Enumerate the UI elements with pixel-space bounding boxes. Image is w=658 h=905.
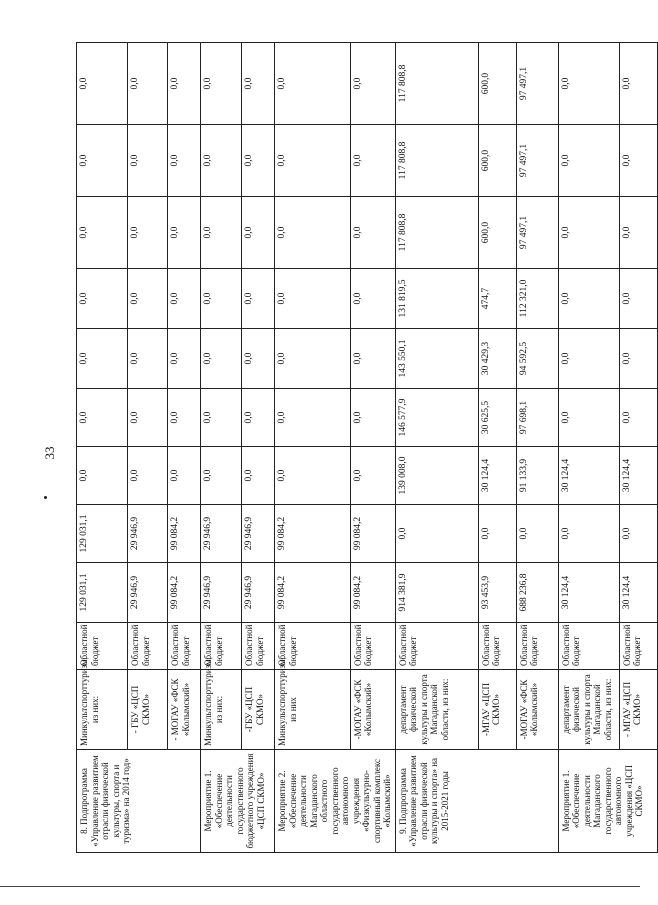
amount-cell: 0,0 <box>558 329 619 389</box>
table-row <box>201 43 242 853</box>
table-row <box>242 43 275 853</box>
amount-cell: 30 124,4 <box>558 563 619 623</box>
amount-cell: 914 381,9 <box>395 563 478 623</box>
program-name-cell: Мероприятие 1. «Обеспечение деятельности Магаданского государственного автономного учреждения «ЦСП СКМО» <box>558 750 657 853</box>
table-row <box>478 43 516 853</box>
amount-cell: 29 946,9 <box>201 505 242 563</box>
amount-cell: 0,0 <box>168 389 201 447</box>
amount-cell: 97 698,1 <box>516 389 558 447</box>
amount-cell: 0,0 <box>128 43 168 125</box>
amount-cell: 0,0 <box>168 125 201 197</box>
amount-cell: 0,0 <box>275 447 351 505</box>
amount-cell: 0,0 <box>350 389 395 447</box>
amount-cell: 0,0 <box>128 197 168 269</box>
amount-cell: 0,0 <box>242 447 275 505</box>
table-row <box>350 43 395 853</box>
amount-cell: 97 497,1 <box>516 197 558 269</box>
amount-cell: 0,0 <box>128 389 168 447</box>
amount-cell: 0,0 <box>77 269 128 329</box>
amount-cell: 29 946,9 <box>242 505 275 563</box>
executor-cell: -ГБУ «ЦСП СКМО» <box>242 670 275 750</box>
amount-cell: 0,0 <box>350 125 395 197</box>
amount-cell: 0,0 <box>275 329 351 389</box>
table-row <box>168 43 201 853</box>
amount-cell: 0,0 <box>275 197 351 269</box>
amount-cell: 0,0 <box>128 329 168 389</box>
amount-cell: 0,0 <box>201 125 242 197</box>
amount-cell: 99 084,2 <box>168 505 201 563</box>
funding-source-cell: Областной бюджет <box>558 623 619 670</box>
amount-cell: 0,0 <box>619 125 657 197</box>
amount-cell: 0,0 <box>275 125 351 197</box>
program-name-cell: Мероприятие 1. «Обеспечение деятельности государственного бюджетного учреждения «ЦСП СКМО» <box>201 750 275 853</box>
funding-source-cell: Областной бюджет <box>478 623 516 670</box>
amount-cell: 0,0 <box>128 269 168 329</box>
amount-cell: 117 808,8 <box>395 125 478 197</box>
table-row <box>77 43 128 853</box>
amount-cell: 0,0 <box>128 125 168 197</box>
amount-cell: 0,0 <box>619 389 657 447</box>
amount-cell: 0,0 <box>619 505 657 563</box>
amount-cell: 474,7 <box>478 269 516 329</box>
amount-cell: 129 031,1 <box>77 563 128 623</box>
amount-cell: 600,0 <box>478 43 516 125</box>
amount-cell: 0,0 <box>558 197 619 269</box>
amount-cell: 29 946,9 <box>201 563 242 623</box>
program-name-cell: Мероприятие 2. «Обеспечение деятельности Магаданского областного государственного автономного учреждения «Физкультурно-спортивный комплекс «Колымский» <box>275 750 396 853</box>
amount-cell: 30 124,4 <box>558 447 619 505</box>
amount-cell: 0,0 <box>77 43 128 125</box>
page-number: 33 <box>42 446 57 460</box>
executor-cell: Минкультспорттуризм, из них: <box>201 670 242 750</box>
budget-table <box>76 42 658 853</box>
table-row <box>395 43 478 853</box>
amount-cell: 0,0 <box>168 269 201 329</box>
amount-cell: 99 084,2 <box>275 505 351 563</box>
rotated-table-wrapper <box>76 43 644 853</box>
amount-cell: 0,0 <box>168 447 201 505</box>
amount-cell: 29 946,9 <box>128 505 168 563</box>
amount-cell: 0,0 <box>201 447 242 505</box>
amount-cell: 29 946,9 <box>242 563 275 623</box>
amount-cell: 600,0 <box>478 125 516 197</box>
amount-cell: 0,0 <box>242 329 275 389</box>
amount-cell: 99 084,2 <box>168 563 201 623</box>
funding-source-cell: Областной бюджет <box>275 623 351 670</box>
amount-cell: 600,0 <box>478 197 516 269</box>
program-name-cell: 9. Подпрограмма «Управление развитием отрасли физической культуры и спорта» на 2015-2021 годы <box>395 750 558 853</box>
amount-cell: 0,0 <box>558 43 619 125</box>
amount-cell: 0,0 <box>77 389 128 447</box>
amount-cell: 0,0 <box>558 389 619 447</box>
amount-cell: 117 808,8 <box>395 43 478 125</box>
amount-cell: 0,0 <box>275 43 351 125</box>
amount-cell: 93 453,9 <box>478 563 516 623</box>
funding-source-cell: Областной бюджет <box>128 623 168 670</box>
executor-cell: -МОГАУ «ФСК «Колымский» <box>516 670 558 750</box>
executor-cell: -МОГАУ «ФСК «Колымский» <box>350 670 395 750</box>
amount-cell: 97 497,1 <box>516 43 558 125</box>
executor-cell: -МГАУ «ЦСП СКМО» <box>478 670 516 750</box>
amount-cell: 0,0 <box>201 43 242 125</box>
executor-cell: - ГБУ «ЦСП СКМО» <box>128 670 168 750</box>
executor-cell: - МОГАУ «ФСК «Колымский» <box>168 670 201 750</box>
amount-cell: 0,0 <box>168 43 201 125</box>
funding-source-cell: Областной бюджет <box>201 623 242 670</box>
amount-cell: 0,0 <box>77 447 128 505</box>
amount-cell: 0,0 <box>77 125 128 197</box>
amount-cell: 0,0 <box>275 269 351 329</box>
amount-cell: 0,0 <box>275 389 351 447</box>
amount-cell: 99 084,2 <box>350 563 395 623</box>
amount-cell: 0,0 <box>242 269 275 329</box>
funding-source-cell: Областной бюджет <box>242 623 275 670</box>
funding-source-cell: Областной бюджет <box>350 623 395 670</box>
executor-cell: - МГАУ «ЦСП СКМО» <box>619 670 657 750</box>
amount-cell: 0,0 <box>350 447 395 505</box>
amount-cell: 0,0 <box>242 125 275 197</box>
executor-cell: Минкультспорттуризм, из них <box>275 670 351 750</box>
amount-cell: 0,0 <box>168 197 201 269</box>
funding-source-cell: Областной бюджет <box>619 623 657 670</box>
amount-cell: 139 008,0 <box>395 447 478 505</box>
executor-cell: департамент физической культуры и спорта Магаданской области, из них: <box>558 670 619 750</box>
amount-cell: 0,0 <box>516 505 558 563</box>
amount-cell: 0,0 <box>619 43 657 125</box>
amount-cell: 146 577,9 <box>395 389 478 447</box>
amount-cell: 0,0 <box>201 329 242 389</box>
amount-cell: 0,0 <box>558 505 619 563</box>
amount-cell: 29 946,9 <box>128 563 168 623</box>
table-row <box>558 43 619 853</box>
amount-cell: 0,0 <box>77 329 128 389</box>
amount-cell: 0,0 <box>619 197 657 269</box>
amount-cell: 99 084,2 <box>275 563 351 623</box>
amount-cell: 94 592,5 <box>516 329 558 389</box>
amount-cell: 688 236,8 <box>516 563 558 623</box>
amount-cell: 0,0 <box>619 269 657 329</box>
amount-cell: 0,0 <box>201 389 242 447</box>
amount-cell: 0,0 <box>201 197 242 269</box>
executor-cell: Минкультспорттуризм, из них: <box>77 670 128 750</box>
amount-cell: 0,0 <box>350 43 395 125</box>
bottom-rule <box>0 886 640 887</box>
program-name-cell: 8. Подпрограмма «Управление развитием отрасли физической культуры, спорта и туризма» на 2014 год» <box>77 750 201 853</box>
amount-cell: 30 625,5 <box>478 389 516 447</box>
table-row <box>516 43 558 853</box>
amount-cell: 0,0 <box>242 389 275 447</box>
amount-cell: 0,0 <box>168 329 201 389</box>
amount-cell: 0,0 <box>558 125 619 197</box>
amount-cell: 30 124,4 <box>619 447 657 505</box>
amount-cell: 0,0 <box>242 43 275 125</box>
amount-cell: 0,0 <box>350 269 395 329</box>
amount-cell: 0,0 <box>478 505 516 563</box>
amount-cell: 131 819,5 <box>395 269 478 329</box>
amount-cell: 30 124,4 <box>619 563 657 623</box>
amount-cell: 99 084,2 <box>350 505 395 563</box>
amount-cell: 0,0 <box>201 269 242 329</box>
amount-cell: 0,0 <box>558 269 619 329</box>
stray-dot <box>44 496 47 499</box>
table-row <box>619 43 657 853</box>
amount-cell: 117 808,8 <box>395 197 478 269</box>
amount-cell: 0,0 <box>128 447 168 505</box>
amount-cell: 129 031,1 <box>77 505 128 563</box>
amount-cell: 0,0 <box>395 505 478 563</box>
amount-cell: 0,0 <box>350 197 395 269</box>
amount-cell: 0,0 <box>77 197 128 269</box>
funding-source-cell: Областной бюджет <box>516 623 558 670</box>
amount-cell: 0,0 <box>350 329 395 389</box>
funding-source-cell: Областной бюджет <box>77 623 128 670</box>
amount-cell: 91 133,9 <box>516 447 558 505</box>
table-row <box>128 43 168 853</box>
funding-source-cell: Областной бюджет <box>395 623 478 670</box>
amount-cell: 143 550,1 <box>395 329 478 389</box>
table-row <box>275 43 351 853</box>
amount-cell: 30 429,3 <box>478 329 516 389</box>
executor-cell: департамент физической культуры и спорта Магаданской области, из них: <box>395 670 478 750</box>
amount-cell: 0,0 <box>619 329 657 389</box>
amount-cell: 30 124,4 <box>478 447 516 505</box>
amount-cell: 112 321,0 <box>516 269 558 329</box>
amount-cell: 0,0 <box>242 197 275 269</box>
amount-cell: 97 497,1 <box>516 125 558 197</box>
funding-source-cell: Областной бюджет <box>168 623 201 670</box>
